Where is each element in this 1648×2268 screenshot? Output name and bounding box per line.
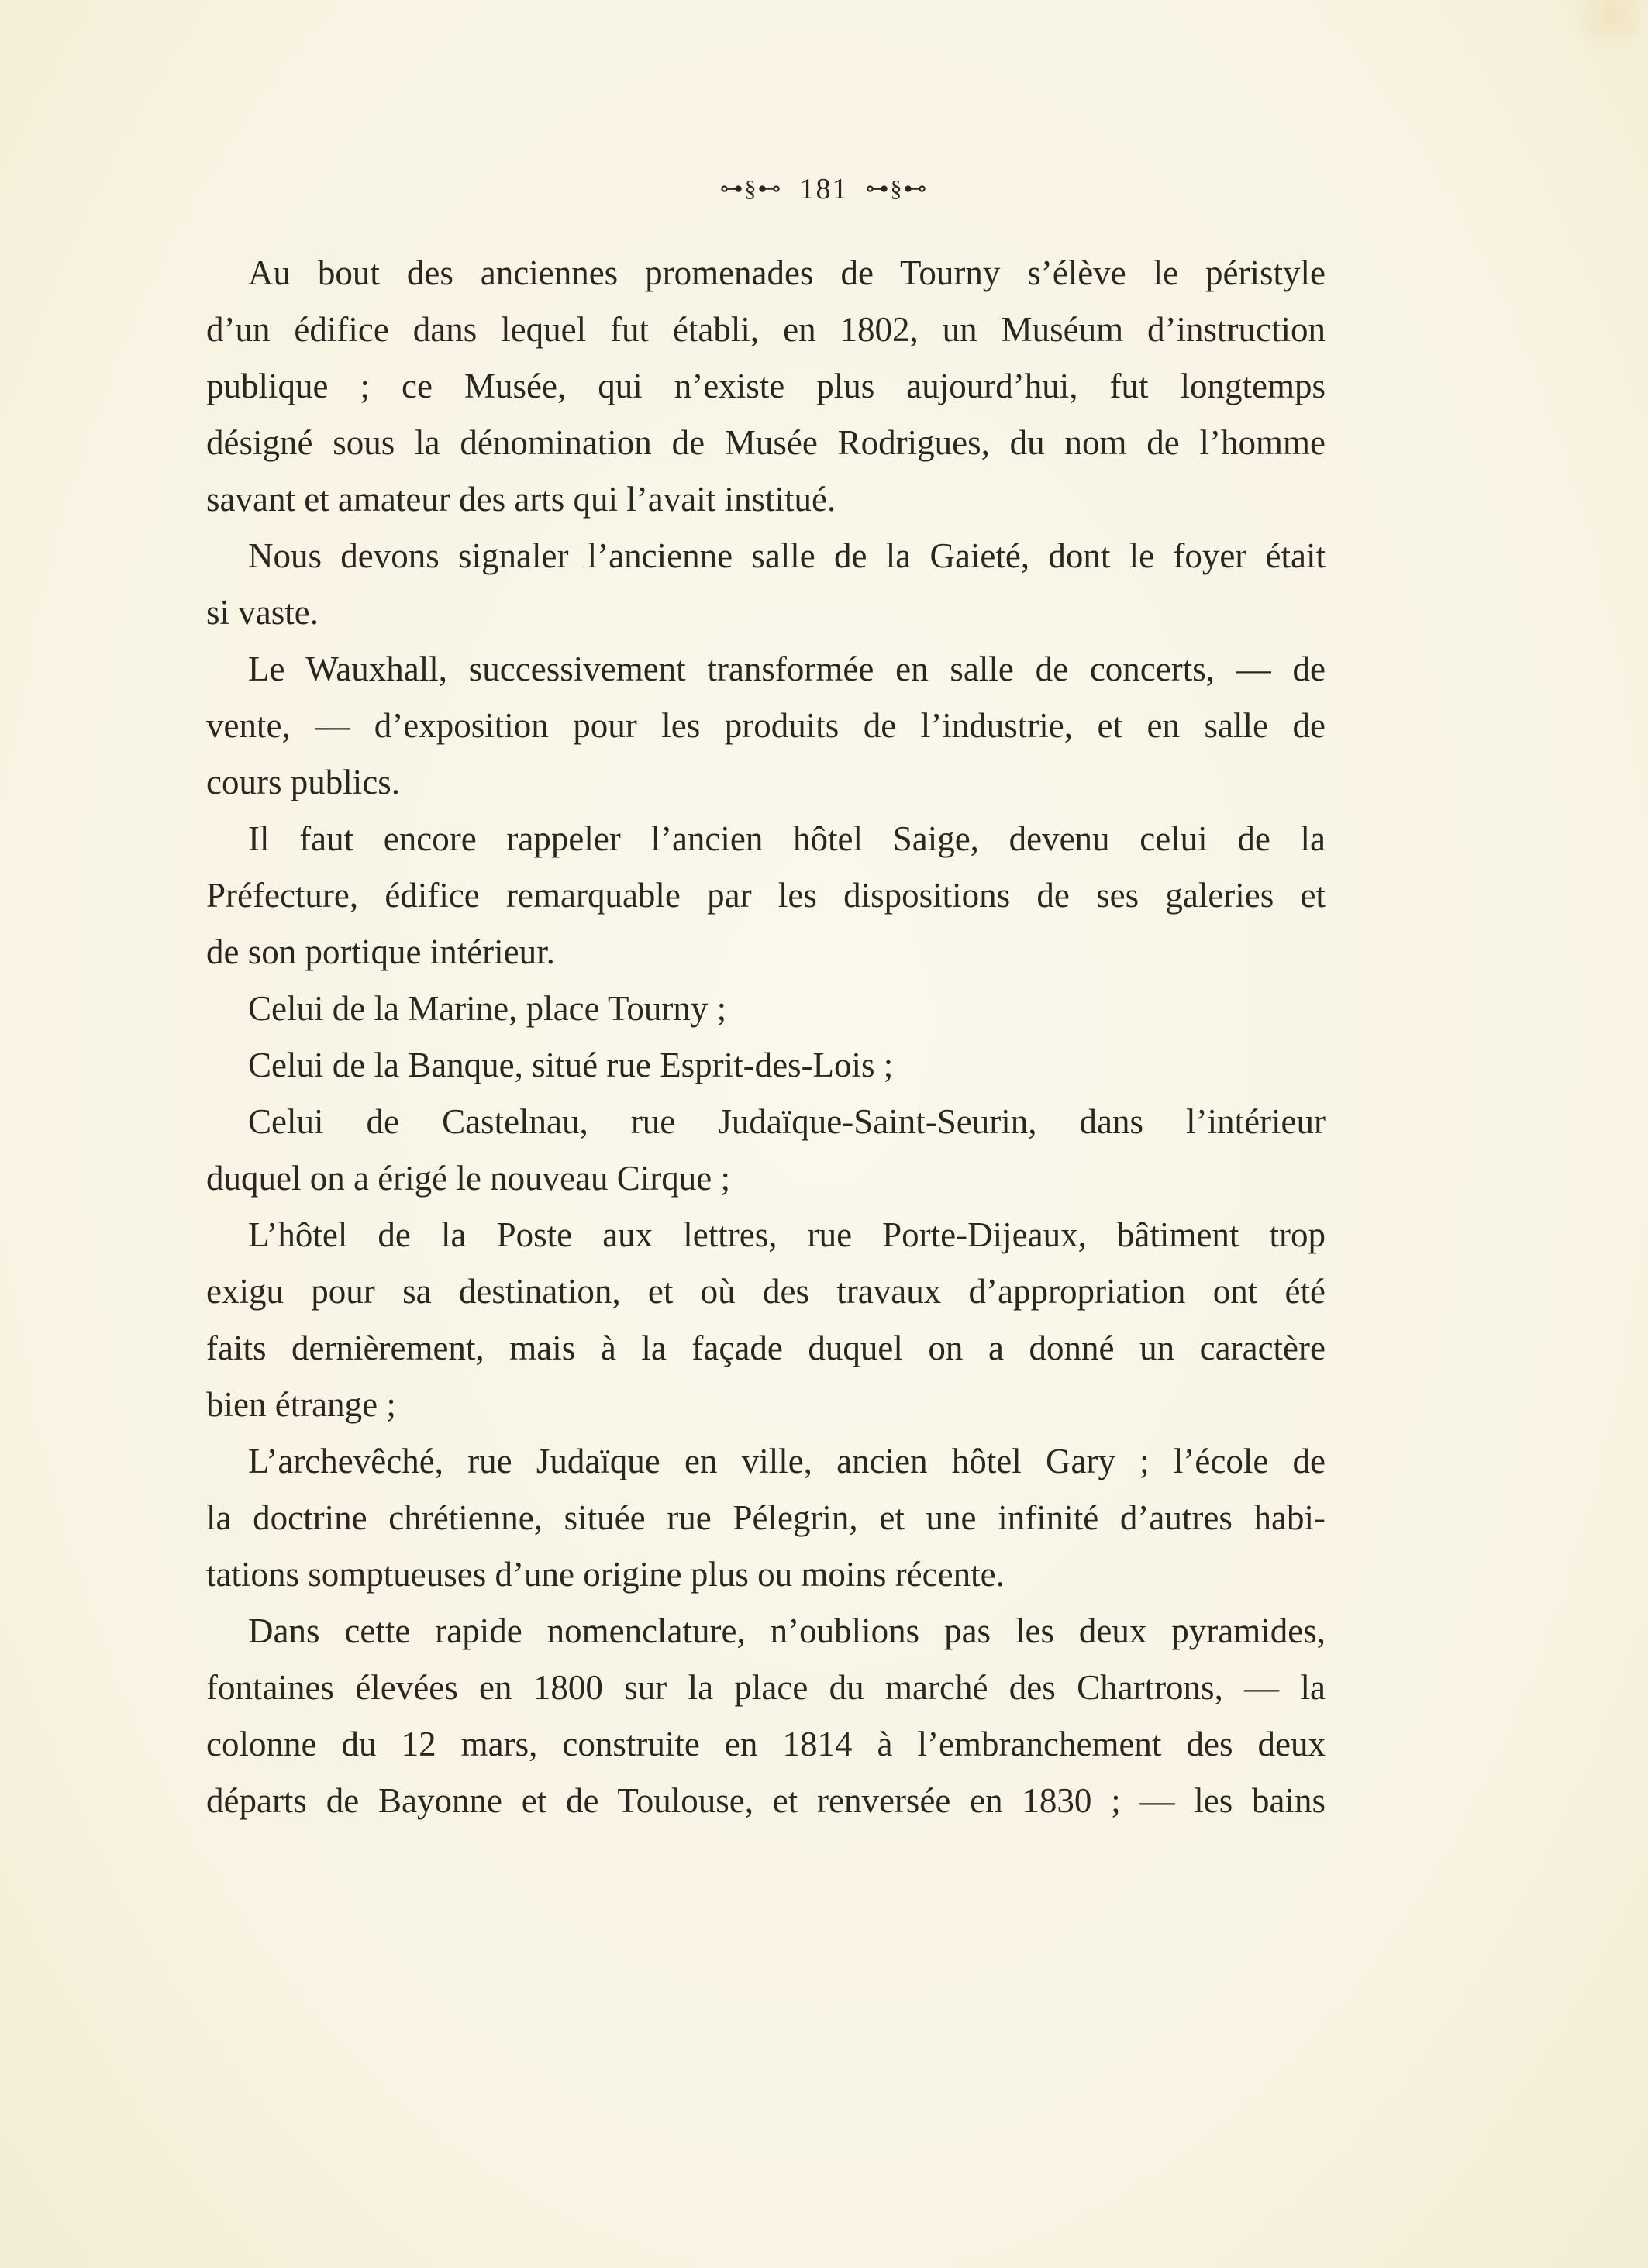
- text-line: duquel on a érigé le nouveau Cirque ;: [206, 1159, 731, 1198]
- paragraph: [206, 1094, 1326, 1207]
- text-line: fontaines élevées en 1800 sur la place du marché des Chartrons, — la: [206, 1668, 1326, 1707]
- text-line: Dans cette rapide nomenclature, n’oublions pas les deux pyramides,: [248, 1611, 1326, 1650]
- paragraph: [206, 1037, 1326, 1094]
- text-line: désigné sous la dénomination de Musée Rodrigues, du nom de l’homme: [206, 423, 1326, 462]
- text-line: L’hôtel de la Poste aux lettres, rue Porte-Dijeaux, bâtiment trop: [248, 1215, 1326, 1254]
- text-line: L’archevêché, rue Judaïque en ville, ancien hôtel Gary ; l’école de: [248, 1442, 1326, 1480]
- text-line: si vaste.: [206, 593, 319, 632]
- text-line: tations somptueuses d’une origine plus ou moins récente.: [206, 1555, 1005, 1594]
- text-line: départs de Bayonne et de Toulouse, et renversée en 1830 ; — les bains: [206, 1781, 1326, 1820]
- text-line: Nous devons signaler l’ancienne salle de la Gaieté, dont le foyer était: [248, 536, 1326, 575]
- text-line: bien étrange ;: [206, 1385, 396, 1424]
- paragraph: [206, 641, 1326, 811]
- text-line: de son portique intérieur.: [206, 932, 555, 971]
- paragraph: [206, 245, 1326, 528]
- text-line: savant et amateur des arts qui l’avait institué.: [206, 480, 836, 519]
- text-line: Celui de la Banque, situé rue Esprit-des-Lois ;: [248, 1046, 894, 1084]
- paragraph: [206, 1603, 1326, 1829]
- text-line: la doctrine chrétienne, située rue Pélegrin, et une infinité d’autres habi-: [206, 1498, 1326, 1537]
- page-header: [0, 172, 1648, 206]
- text-line: publique ; ce Musée, qui n’existe plus aujourd’hui, fut longtemps: [206, 367, 1326, 405]
- text-line: vente, — d’exposition pour les produits de l’industrie, et en salle de: [206, 706, 1326, 745]
- paragraph: [206, 1207, 1326, 1433]
- text-line: faits dernièrement, mais à la façade duquel on a donné un caractère: [206, 1329, 1326, 1367]
- page-number: 181: [799, 173, 849, 205]
- paragraph: [206, 1433, 1326, 1603]
- text-line: d’un édifice dans lequel fut établi, en 1802, un Muséum d’instruction: [206, 310, 1326, 349]
- text-line: Celui de la Marine, place Tourny ;: [248, 989, 727, 1028]
- text-line: Il faut encore rappeler l’ancien hôtel Saige, devenu celui de la: [248, 819, 1326, 858]
- paper-stain: [1570, 0, 1640, 54]
- text-line: Celui de Castelnau, rue Judaïque-Saint-Seurin, dans l’intérieur: [248, 1102, 1326, 1141]
- paragraph: [206, 811, 1326, 981]
- paragraph: [206, 981, 1326, 1037]
- text-line: Au bout des anciennes promenades de Tourny s’élève le péristyle: [248, 253, 1326, 292]
- text-line: exigu pour sa destination, et où des travaux d’appropriation ont été: [206, 1272, 1326, 1311]
- text-line: Préfecture, édifice remarquable par les dispositions de ses galeries et: [206, 876, 1326, 915]
- text-line: cours publics.: [206, 763, 400, 801]
- text-line: colonne du 12 mars, construite en 1814 à l’embranchement des deux: [206, 1725, 1326, 1763]
- text-line: Le Wauxhall, successivement transformée en salle de concerts, — de: [248, 650, 1326, 688]
- ornament-left-icon: ⊶§⊷: [719, 176, 783, 202]
- body-text: [206, 245, 1326, 1829]
- ornament-right-icon: ⊶§⊷: [865, 176, 929, 202]
- paragraph: [206, 528, 1326, 641]
